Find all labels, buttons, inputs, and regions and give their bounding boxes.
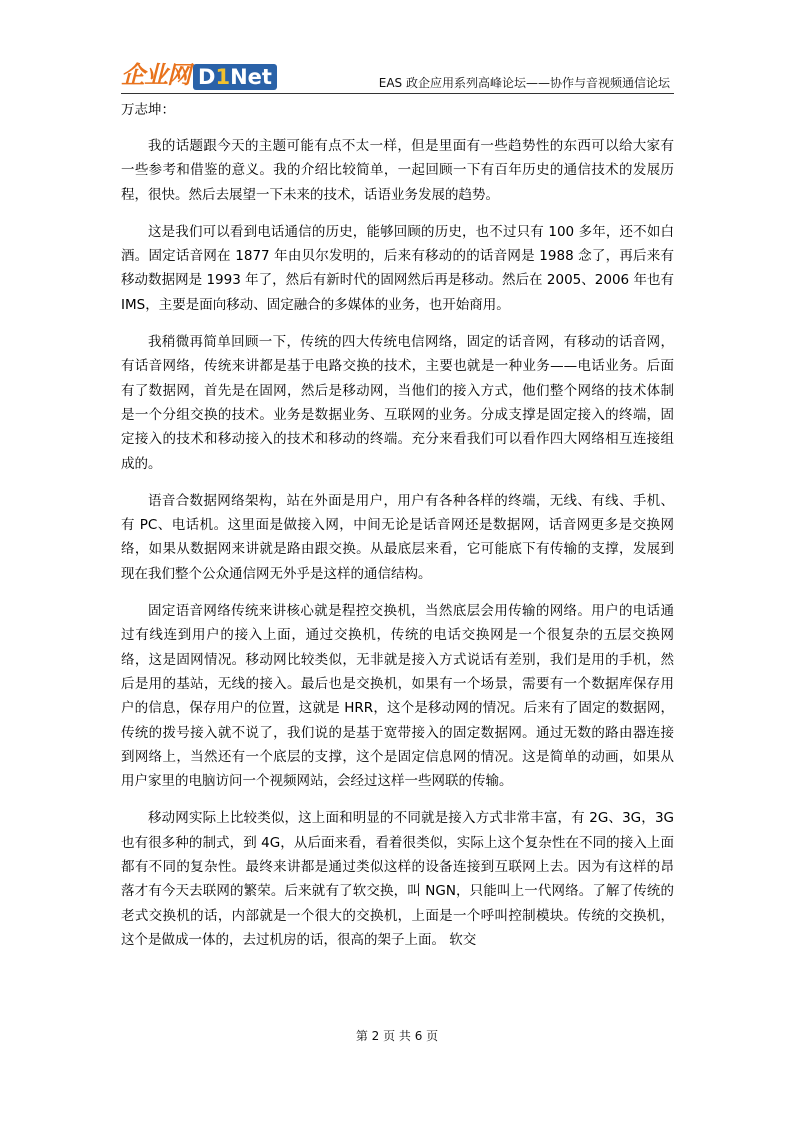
paragraph-2: 这是我们可以看到电话通信的历史，能够回顾的历史，也不过只有 100 多年，还不如白酒。固定话音网在 1877 年由贝尔发明的，后来有移动的的话音网是 1988 念了，再后来有移动数据网是 1993 年了，然后有新时代的固网然后再是移动。然后在 2005、2006 年也有 IMS，主要是面向移动、固定融合的多媒体的业务，也开始商用。 (121, 223, 674, 313)
logo-net-text: Net (230, 65, 272, 89)
paragraph-1: 我的话题跟今天的主题可能有点不太一样，但是里面有一些趋势性的东西可以给大家有一些参考和借鉴的意义。我的介绍比较简单，一起回顾一下有百年历史的通信技术的发展历程，很快。然后去展望一下未来的技术，话语业务发展的趋势。 (121, 138, 674, 203)
paragraph-5: 固定语音网络传统来讲核心就是程控交换机，当然底层会用传输的网络。用户的电话通过有线连到用户的接入上面，通过交换机，传统的电话交换网是一个很复杂的五层交换网络，这是固网情况。移动网比较类似，无非就是接入方式说话有差别，我们是用的手机，然后是用的基站，无线的接入。最后也是交换机，如果有一个场景，需要有一个数据库保存用户的信息，保存用户的位置，这就是 HRR，这个是移动网的情况。后来有了固定的数据网，传统的拨号接入就不说了，我们说的是基于宽带接入的固定数据网。通过无数的路由器连接到网络上，当然还有一个底层的支撑，这个是固定信息网的情况。这是简单的动画，如果从用户家里的电脑访问一个视频网站，会经过这样一些网联的传输。 (121, 603, 674, 790)
logo-chinese-text: 企业网 (121, 61, 190, 89)
header-title: EAS 政企应用系列高峰论坛——协作与音视频通信论坛 (378, 76, 670, 90)
paragraph-6: 移动网实际上比较类似，这上面和明显的不同就是接入方式非常丰富，有 2G、3G，3G 也有很多种的制式，到 4G，从后面来看，看着很类似，实际上这个复杂性在不同的接入上面都有不同的复杂性。最终来讲都是通过类似这样的设备连接到互联网上去。因为有这样的昂落才有今天去联网的繁荣。后来就有了软交换，叫 NGN，只能叫上一代网络。了解了传统的老式交换机的话，内部就是一个很大的交换机，上面是一个呼叫控制模块。传统的交换机，这个是做成一体的，去过机房的话，很高的架子上面。 软交 (121, 810, 674, 948)
logo-d1net-badge (193, 64, 277, 90)
logo-letter-d: D (198, 65, 216, 89)
speaker-name: 万志坤： (121, 102, 175, 118)
page-number-footer: 第 2 页 共 6 页 (355, 1029, 439, 1043)
site-logo (121, 60, 277, 90)
paragraph-4: 语音合数据网络架构，站在外面是用户，用户有各种各样的终端，无线、有线、手机、有 PC、电话机。这里面是做接入网，中间无论是话音网还是数据网，话音网更多是交换网络，如果从数据网来讲就是路由跟交换。从最底层来看，它可能底下有传输的支撑，发展到现在我们整个公众通信网无外乎是这样的通信结构。 (121, 492, 674, 582)
paragraph-3: 我稍微再简单回顾一下，传统的四大传统电信网络，固定的话音网，有移动的话音网，有话音网络，传统来讲都是基于电路交换的技术，主要也就是一种业务——电话业务。后面有了数据网，首先是在固网，然后是移动网，当他们的接入方式，他们整个网络的技术体制是一个分组交换的技术。业务是数据业务、互联网的业务。分成支撑是固定接入的终端，固定接入的技术和移动接入的技术和移动的终端。充分来看我们可以看作四大网络相互连接组成的。 (121, 334, 674, 472)
document-body (121, 98, 674, 965)
header-divider (121, 93, 674, 94)
logo-digit-one: 1 (215, 65, 231, 89)
